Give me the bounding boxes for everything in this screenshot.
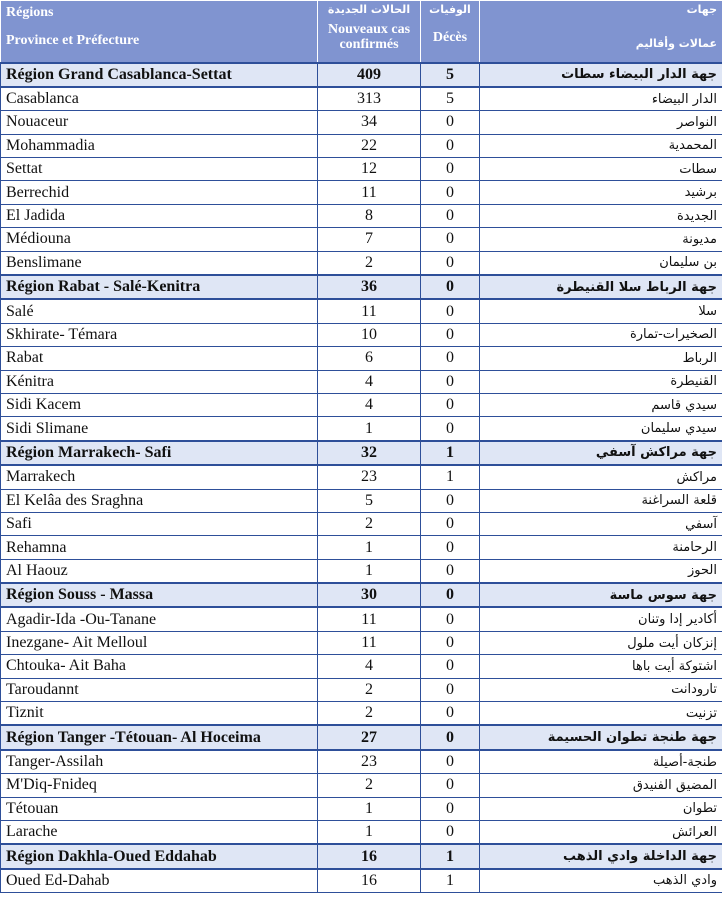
place-name: Tanger-Assilah: [1, 750, 318, 774]
place-name: Tiznit: [1, 702, 318, 726]
new-cases-count: 2: [318, 702, 421, 726]
deaths-count: 0: [421, 678, 480, 701]
place-name-ar: الحوز: [480, 559, 722, 583]
header-regions-label: Régions: [6, 5, 54, 20]
new-cases-count: 16: [318, 844, 421, 868]
deaths-count: 5: [421, 63, 480, 87]
header-deaths-ar: الوفيات: [429, 3, 471, 16]
region-row: [1, 63, 722, 87]
deaths-count: 0: [421, 204, 480, 227]
table-header-row: [1, 1, 722, 63]
table-body: [1, 63, 722, 893]
place-name: Tétouan: [1, 797, 318, 820]
new-cases-count: 4: [318, 393, 421, 416]
place-name-ar: تارودانت: [480, 678, 722, 701]
table-row: [1, 323, 722, 346]
deaths-count: 0: [421, 251, 480, 275]
deaths-count: 0: [421, 275, 480, 299]
table-row: [1, 797, 722, 820]
place-name: Kénitra: [1, 370, 318, 393]
new-cases-count: 23: [318, 750, 421, 774]
place-name: Oued Ed-Dahab: [1, 869, 318, 893]
new-cases-count: 10: [318, 323, 421, 346]
place-name-ar: قلعة السراغنة: [480, 489, 722, 512]
new-cases-count: 8: [318, 204, 421, 227]
deaths-count: 1: [421, 465, 480, 489]
deaths-count: 1: [421, 441, 480, 465]
place-name: Région Tanger -Tétouan- Al Hoceima: [1, 725, 318, 749]
deaths-count: 0: [421, 750, 480, 774]
deaths-count: 0: [421, 797, 480, 820]
place-name-ar: جهة سوس ماسة: [480, 583, 722, 607]
table-row: [1, 869, 722, 893]
place-name-ar: طنجة-أصيلة: [480, 750, 722, 774]
table-row: [1, 631, 722, 654]
header-new-cases: [318, 1, 421, 63]
place-name: Chtouka- Ait Baha: [1, 655, 318, 678]
place-name-ar: مراكش: [480, 465, 722, 489]
new-cases-count: 2: [318, 512, 421, 535]
place-name-ar: مديونة: [480, 228, 722, 251]
place-name: M'Diq-Fnideq: [1, 774, 318, 797]
place-name: Rehamna: [1, 536, 318, 559]
deaths-count: 1: [421, 844, 480, 868]
new-cases-count: 5: [318, 489, 421, 512]
header-province-label: Province et Préfecture: [6, 33, 140, 48]
place-name-ar: المحمدية: [480, 134, 722, 157]
table-row: [1, 299, 722, 323]
table-row: [1, 87, 722, 111]
place-name: Salé: [1, 299, 318, 323]
table-row: [1, 536, 722, 559]
deaths-count: 0: [421, 489, 480, 512]
deaths-count: 0: [421, 583, 480, 607]
table-row: [1, 134, 722, 157]
place-name-ar: جهة الداخلة وادي الذهب: [480, 844, 722, 868]
new-cases-count: 1: [318, 559, 421, 583]
place-name-ar: سيدي سليمان: [480, 417, 722, 441]
new-cases-count: 11: [318, 299, 421, 323]
table-row: [1, 181, 722, 204]
deaths-count: 5: [421, 87, 480, 111]
header-regions-ar-line2: عمالات وأقاليم: [635, 37, 717, 50]
deaths-count: 0: [421, 111, 480, 134]
deaths-count: 0: [421, 655, 480, 678]
table-row: [1, 559, 722, 583]
new-cases-count: 16: [318, 869, 421, 893]
table-row: [1, 512, 722, 535]
new-cases-count: 409: [318, 63, 421, 87]
place-name: Al Haouz: [1, 559, 318, 583]
new-cases-count: 1: [318, 821, 421, 845]
deaths-count: 0: [421, 536, 480, 559]
deaths-count: 0: [421, 347, 480, 370]
new-cases-count: 1: [318, 536, 421, 559]
place-name-ar: القنيطرة: [480, 370, 722, 393]
deaths-count: 0: [421, 323, 480, 346]
deaths-count: 0: [421, 631, 480, 654]
place-name-ar: تطوان: [480, 797, 722, 820]
place-name: Sidi Slimane: [1, 417, 318, 441]
place-name: Région Marrakech- Safi: [1, 441, 318, 465]
place-name: Nouaceur: [1, 111, 318, 134]
header-new-cases-ar: الحالات الجديدة: [327, 3, 411, 16]
region-row: [1, 275, 722, 299]
place-name-ar: سيدي قاسم: [480, 393, 722, 416]
table-row: [1, 607, 722, 631]
place-name-ar: تزنيت: [480, 702, 722, 726]
place-name: Rabat: [1, 347, 318, 370]
new-cases-count: 12: [318, 158, 421, 181]
place-name-ar: العرائش: [480, 821, 722, 845]
new-cases-count: 4: [318, 655, 421, 678]
table-row: [1, 370, 722, 393]
place-name-ar: اشتوكة أيت باها: [480, 655, 722, 678]
deaths-count: 0: [421, 158, 480, 181]
new-cases-count: 34: [318, 111, 421, 134]
header-regions-ar: [480, 1, 722, 63]
region-row: [1, 441, 722, 465]
table-row: [1, 393, 722, 416]
place-name-ar: الصخيرات-تمارة: [480, 323, 722, 346]
place-name-ar: آسفي: [480, 512, 722, 535]
header-deaths: [421, 1, 480, 63]
deaths-count: 0: [421, 370, 480, 393]
table-row: [1, 158, 722, 181]
new-cases-count: 11: [318, 181, 421, 204]
table-row: [1, 750, 722, 774]
header-new-cases-fr: Nouveaux cas confirmés: [327, 22, 411, 52]
place-name: El Jadida: [1, 204, 318, 227]
region-row: [1, 725, 722, 749]
deaths-count: 1: [421, 869, 480, 893]
place-name-ar: بن سليمان: [480, 251, 722, 275]
place-name: Berrechid: [1, 181, 318, 204]
deaths-count: 0: [421, 134, 480, 157]
deaths-count: 0: [421, 559, 480, 583]
place-name: El Kelâa des Sraghna: [1, 489, 318, 512]
place-name: Settat: [1, 158, 318, 181]
deaths-count: 0: [421, 774, 480, 797]
deaths-count: 0: [421, 181, 480, 204]
place-name-ar: سطات: [480, 158, 722, 181]
new-cases-count: 36: [318, 275, 421, 299]
place-name: Région Rabat - Salé-Kenitra: [1, 275, 318, 299]
table-row: [1, 228, 722, 251]
new-cases-count: 32: [318, 441, 421, 465]
place-name-ar: النواصر: [480, 111, 722, 134]
place-name-ar: برشيد: [480, 181, 722, 204]
place-name: Médiouna: [1, 228, 318, 251]
place-name-ar: إنزكان أيت ملول: [480, 631, 722, 654]
place-name-ar: جهة طنجة تطوان الحسيمة: [480, 725, 722, 749]
deaths-count: 0: [421, 821, 480, 845]
place-name: Skhirate- Témara: [1, 323, 318, 346]
deaths-count: 0: [421, 417, 480, 441]
place-name-ar: أكادير إدا وتنان: [480, 607, 722, 631]
place-name-ar: جهة مراكش آسفي: [480, 441, 722, 465]
place-name: Safi: [1, 512, 318, 535]
deaths-count: 0: [421, 393, 480, 416]
place-name: Inezgane- Ait Melloul: [1, 631, 318, 654]
new-cases-count: 1: [318, 797, 421, 820]
table-row: [1, 417, 722, 441]
place-name: Région Souss - Massa: [1, 583, 318, 607]
place-name: Mohammadia: [1, 134, 318, 157]
place-name-ar: سلا: [480, 299, 722, 323]
deaths-count: 0: [421, 299, 480, 323]
place-name-ar: المضيق الفنيدق: [480, 774, 722, 797]
header-regions-ar-line1: جهات: [686, 3, 717, 16]
table-row: [1, 251, 722, 275]
place-name-ar: الدار البيضاء: [480, 87, 722, 111]
table-row: [1, 111, 722, 134]
table-row: [1, 774, 722, 797]
deaths-count: 0: [421, 702, 480, 726]
place-name-ar: الرحامنة: [480, 536, 722, 559]
new-cases-count: 4: [318, 370, 421, 393]
new-cases-count: 30: [318, 583, 421, 607]
header-deaths-fr: Décès: [432, 30, 468, 45]
place-name: Agadir-Ida -Ou-Tanane: [1, 607, 318, 631]
deaths-count: 0: [421, 228, 480, 251]
new-cases-count: 11: [318, 607, 421, 631]
place-name: Larache: [1, 821, 318, 845]
place-name: Marrakech: [1, 465, 318, 489]
new-cases-count: 6: [318, 347, 421, 370]
place-name-ar: الرباط: [480, 347, 722, 370]
deaths-count: 0: [421, 725, 480, 749]
new-cases-count: 313: [318, 87, 421, 111]
new-cases-count: 2: [318, 678, 421, 701]
place-name-ar: الجديدة: [480, 204, 722, 227]
place-name-ar: وادي الذهب: [480, 869, 722, 893]
region-row: [1, 583, 722, 607]
header-regions: [1, 1, 318, 63]
table-row: [1, 678, 722, 701]
region-row: [1, 844, 722, 868]
table-row: [1, 821, 722, 845]
new-cases-count: 23: [318, 465, 421, 489]
new-cases-count: 2: [318, 251, 421, 275]
place-name: Sidi Kacem: [1, 393, 318, 416]
place-name-ar: جهة الدار البيضاء سطات: [480, 63, 722, 87]
place-name: Benslimane: [1, 251, 318, 275]
new-cases-count: 11: [318, 631, 421, 654]
table-row: [1, 655, 722, 678]
deaths-count: 0: [421, 512, 480, 535]
new-cases-count: 22: [318, 134, 421, 157]
new-cases-count: 7: [318, 228, 421, 251]
place-name: Région Grand Casablanca-Settat: [1, 63, 318, 87]
table-row: [1, 347, 722, 370]
place-name: Taroudannt: [1, 678, 318, 701]
place-name: Région Dakhla-Oued Eddahab: [1, 844, 318, 868]
table-row: [1, 204, 722, 227]
new-cases-count: 27: [318, 725, 421, 749]
new-cases-count: 1: [318, 417, 421, 441]
place-name-ar: جهة الرباط سلا القنيطرة: [480, 275, 722, 299]
place-name: Casablanca: [1, 87, 318, 111]
new-cases-count: 2: [318, 774, 421, 797]
table-row: [1, 489, 722, 512]
table-row: [1, 702, 722, 726]
table-row: [1, 465, 722, 489]
deaths-count: 0: [421, 607, 480, 631]
